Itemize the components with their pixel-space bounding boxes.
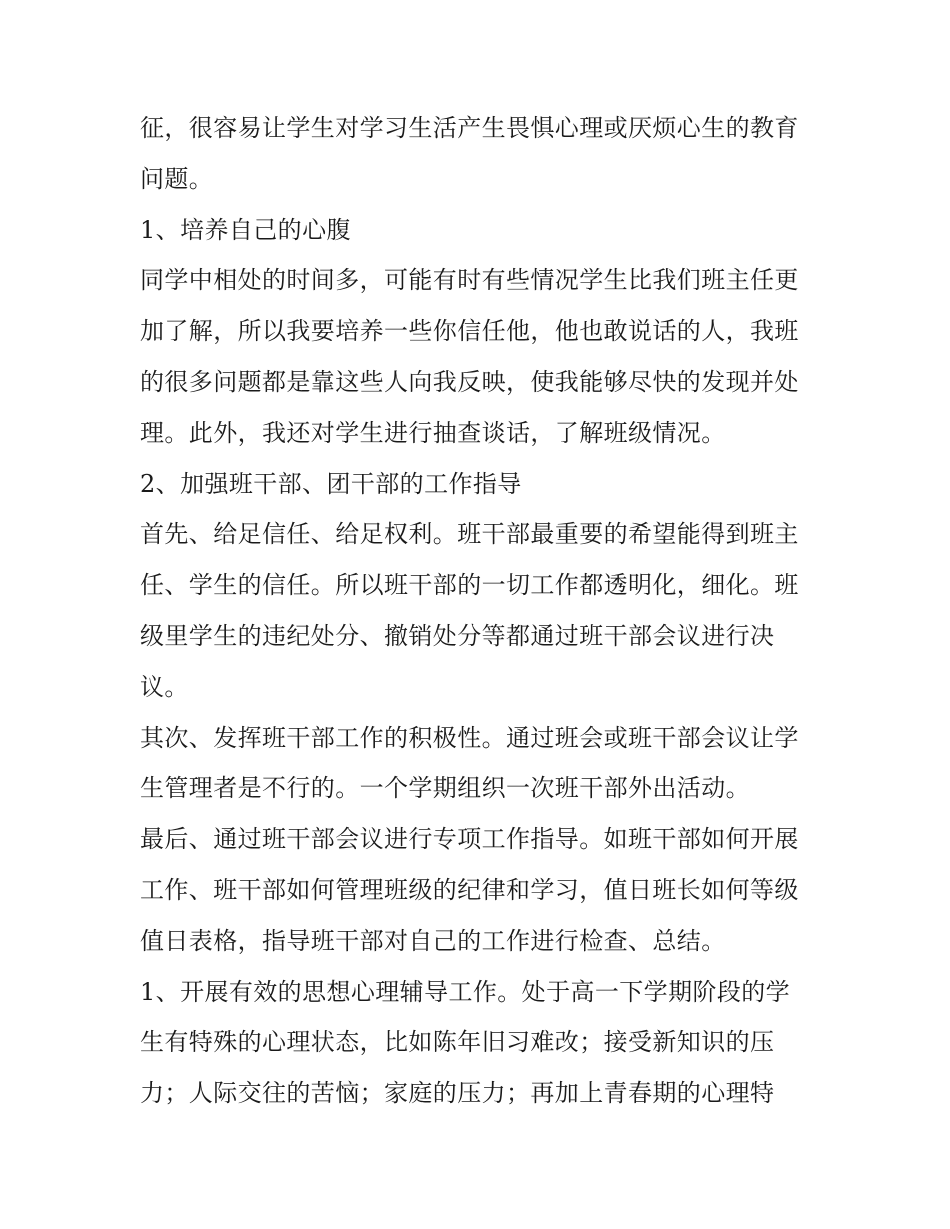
text-line: 值日表格，指导班干部对自己的工作进行检查、总结。 [140, 926, 726, 955]
section-heading: 1、培养自己的心腹 [140, 215, 351, 244]
text-line: 其次、发挥班干部工作的积极性。通过班会或班干部会议让学 [140, 723, 799, 752]
text-line: 最后、通过班干部会议进行专项工作指导。如班干部如何开展 [140, 825, 799, 854]
text-line: 理。此外，我还对学生进行抽查谈话，了解班级情况。 [140, 418, 726, 447]
section-heading: 2、加强班干部、团干部的工作指导 [140, 469, 522, 498]
text-line: 生管理者是不行的。一个学期组织一次班干部外出活动。 [140, 774, 750, 803]
text-line: 工作、班干部如何管理班级的纪律和学习，值日班长如何等级 [140, 875, 799, 904]
text-line: 议。 [140, 672, 189, 701]
text-line: 力；人际交往的苦恼；家庭的压力；再加上青春期的心理特 [140, 1079, 775, 1108]
text-line: 同学中相处的时间多，可能有时有些情况学生比我们班主任更 [140, 266, 799, 295]
text-line: 问题。 [140, 164, 214, 193]
text-line: 的很多问题都是靠这些人向我反映，使我能够尽快的发现并处 [140, 367, 799, 396]
text-line: 加了解，所以我要培养一些你信任他，他也敢说话的人，我班 [140, 317, 799, 346]
text-line: 任、学生的信任。所以班干部的一切工作都透明化，细化。班 [140, 571, 799, 600]
text-line: 级里学生的违纪处分、撤销处分等都通过班干部会议进行决 [140, 621, 775, 650]
text-line: 1、开展有效的思想心理辅导工作。处于高一下学期阶段的学 [140, 977, 791, 1006]
text-line: 生有特殊的心理状态，比如陈年旧习难改；接受新知识的压 [140, 1028, 775, 1057]
text-line: 首先、给足信任、给足权利。班干部最重要的希望能得到班主 [140, 520, 799, 549]
document-body [140, 103, 820, 1119]
text-line: 征，很容易让学生对学习生活产生畏惧心理或厌烦心生的教育 [140, 114, 799, 142]
